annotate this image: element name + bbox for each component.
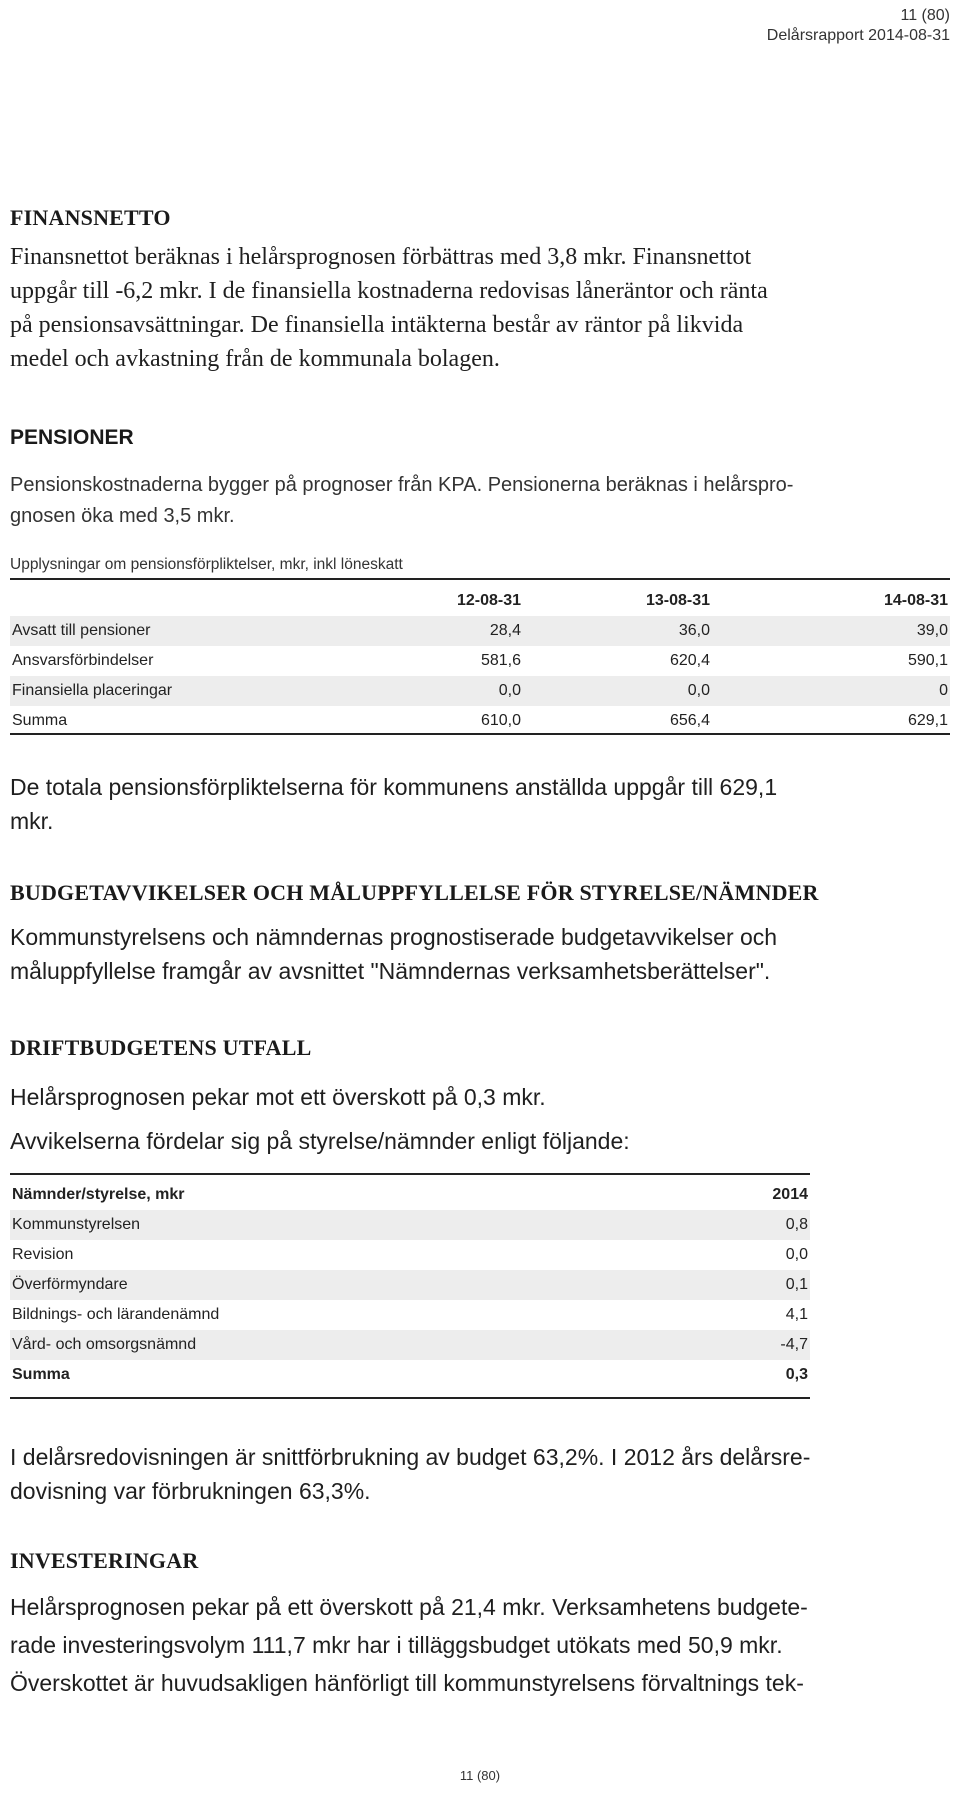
cell-value: 0,0 (498, 682, 521, 699)
table-row (10, 1330, 810, 1360)
column-header: 2014 (772, 1186, 808, 1203)
row-label: Ansvarsförbindelser (12, 652, 154, 669)
finansnetto-paragraph (10, 240, 952, 376)
drift-summary (10, 1440, 952, 1508)
paragraph-line: måluppfyllelse framgår av avsnittet "Nämndernas verksamhetsberättelser". (10, 958, 771, 984)
cell-value: 629,1 (907, 712, 948, 729)
report-title: Delårsrapport 2014-08-31 (766, 27, 950, 44)
budget-heading: BUDGETAVVIKELSER OCH MÅLUPPFYLLELSE FÖR STYRELSE/NÄMNDER (10, 880, 819, 905)
page-footer: 11 (80) (459, 1768, 501, 1783)
investeringar-paragraph (10, 1588, 952, 1702)
row-label: Avsatt till pensioner (12, 622, 151, 639)
row-label: Bildnings- och lärandenämnd (12, 1306, 220, 1323)
column-header: Nämnder/styrelse, mkr (12, 1186, 185, 1203)
paragraph-line: Helårsprognosen pekar mot ett överskott på 0,3 mkr. (10, 1084, 546, 1110)
cell-value: 0,0 (687, 682, 710, 699)
cell-value: -4,7 (780, 1336, 808, 1353)
paragraph-line: Avvikelserna fördelar sig på styrelse/nämnder enligt följande: (10, 1128, 630, 1154)
table-header-row (10, 586, 950, 616)
paragraph-line: uppgår till -6,2 mkr. I de finansiella kostnaderna redovisas låneräntor och ränta (10, 278, 768, 304)
table-bottom-rule (10, 1397, 810, 1399)
row-label: Summa (12, 1366, 70, 1383)
row-label: Summa (12, 712, 68, 729)
cell-value: 4,1 (785, 1306, 808, 1323)
paragraph-line: gnosen öka med 3,5 mkr. (10, 505, 235, 527)
cell-value: 0,3 (785, 1366, 808, 1383)
column-header: 12-08-31 (456, 592, 521, 609)
table-row (10, 1210, 810, 1240)
table-row-total (10, 1360, 810, 1390)
table-row (10, 1300, 810, 1330)
table-row (10, 646, 950, 676)
cell-value: 581,6 (480, 652, 521, 669)
cell-value: 36,0 (678, 622, 710, 639)
table-top-rule (10, 1173, 810, 1175)
table-row (10, 1240, 810, 1270)
cell-value: 0,8 (785, 1216, 808, 1233)
table-header-row (10, 1180, 810, 1210)
row-label: Finansiella placeringar (12, 682, 173, 699)
drift-heading: DRIFTBUDGETENS UTFALL (10, 1035, 312, 1060)
table-row-total (10, 706, 950, 736)
cell-value: 0 (939, 682, 948, 699)
table-row (10, 1270, 810, 1300)
paragraph-line: mkr. (10, 808, 54, 834)
cell-value: 620,4 (669, 652, 710, 669)
paragraph-line: dovisning var förbrukningen 63,3%. (10, 1478, 371, 1504)
paragraph-line: Överskottet är huvudsakligen hänförligt till kommunstyrelsens förvaltnings tek- (10, 1670, 804, 1696)
cell-value: 28,4 (489, 622, 521, 639)
column-header: 13-08-31 (645, 592, 710, 609)
pensioner-heading: PENSIONER (10, 426, 134, 449)
paragraph-line: på pensionsavsättningar. De finansiella intäkterna består av räntor på likvida (10, 312, 744, 338)
row-label: Vård- och omsorgsnämnd (12, 1336, 197, 1353)
pensioner-summary (10, 770, 952, 838)
page-number: 11 (80) (900, 7, 950, 24)
table-row (10, 616, 950, 646)
budget-paragraph (10, 920, 952, 988)
investeringar-heading: INVESTERINGAR (10, 1548, 199, 1573)
paragraph-line: Helårsprognosen pekar på ett överskott på 21,4 mkr. Verksamhetens budgete- (10, 1594, 808, 1620)
pension-table-caption: Upplysningar om pensionsförpliktelser, mkr, inkl löneskatt (10, 556, 403, 573)
drift-paragraph (10, 1075, 952, 1163)
table-row (10, 676, 950, 706)
column-header: 14-08-31 (883, 592, 948, 609)
paragraph-line: medel och avkastning från de kommunala bolagen. (10, 346, 500, 372)
finansnetto-heading: FINANSNETTO (10, 205, 171, 230)
cell-value: 0,1 (785, 1276, 808, 1293)
table-top-rule (10, 578, 950, 580)
pension-table (10, 586, 950, 736)
page-header (767, 6, 950, 46)
cell-value: 39,0 (916, 622, 948, 639)
paragraph-line: Finansnettot beräknas i helårsprognosen förbättras med 3,8 mkr. Finansnettot (10, 244, 752, 270)
paragraph-line: Kommunstyrelsens och nämndernas prognostiserade budgetavvikelser och (10, 924, 778, 950)
row-label: Överförmyndare (12, 1276, 128, 1293)
paragraph-line: Pensionskostnaderna bygger på prognoser från KPA. Pensionerna beräknas i helårspro- (10, 474, 794, 496)
row-label: Revision (12, 1246, 74, 1263)
drift-table (10, 1180, 810, 1390)
column-header (10, 586, 394, 616)
row-label: Kommunstyrelsen (12, 1216, 141, 1233)
cell-value: 656,4 (669, 712, 710, 729)
cell-value: 0,0 (785, 1246, 808, 1263)
table-bottom-rule (10, 733, 950, 735)
paragraph-line: De totala pensionsförpliktelserna för kommunens anställda uppgår till 629,1 (10, 774, 778, 800)
pensioner-paragraph (10, 470, 952, 532)
cell-value: 590,1 (907, 652, 948, 669)
paragraph-line: I delårsredovisningen är snittförbrukning av budget 63,2%. I 2012 års delårsre- (10, 1444, 811, 1470)
cell-value: 610,0 (480, 712, 521, 729)
paragraph-line: rade investeringsvolym 111,7 mkr har i tilläggsbudget utökats med 50,9 mkr. (10, 1632, 783, 1658)
